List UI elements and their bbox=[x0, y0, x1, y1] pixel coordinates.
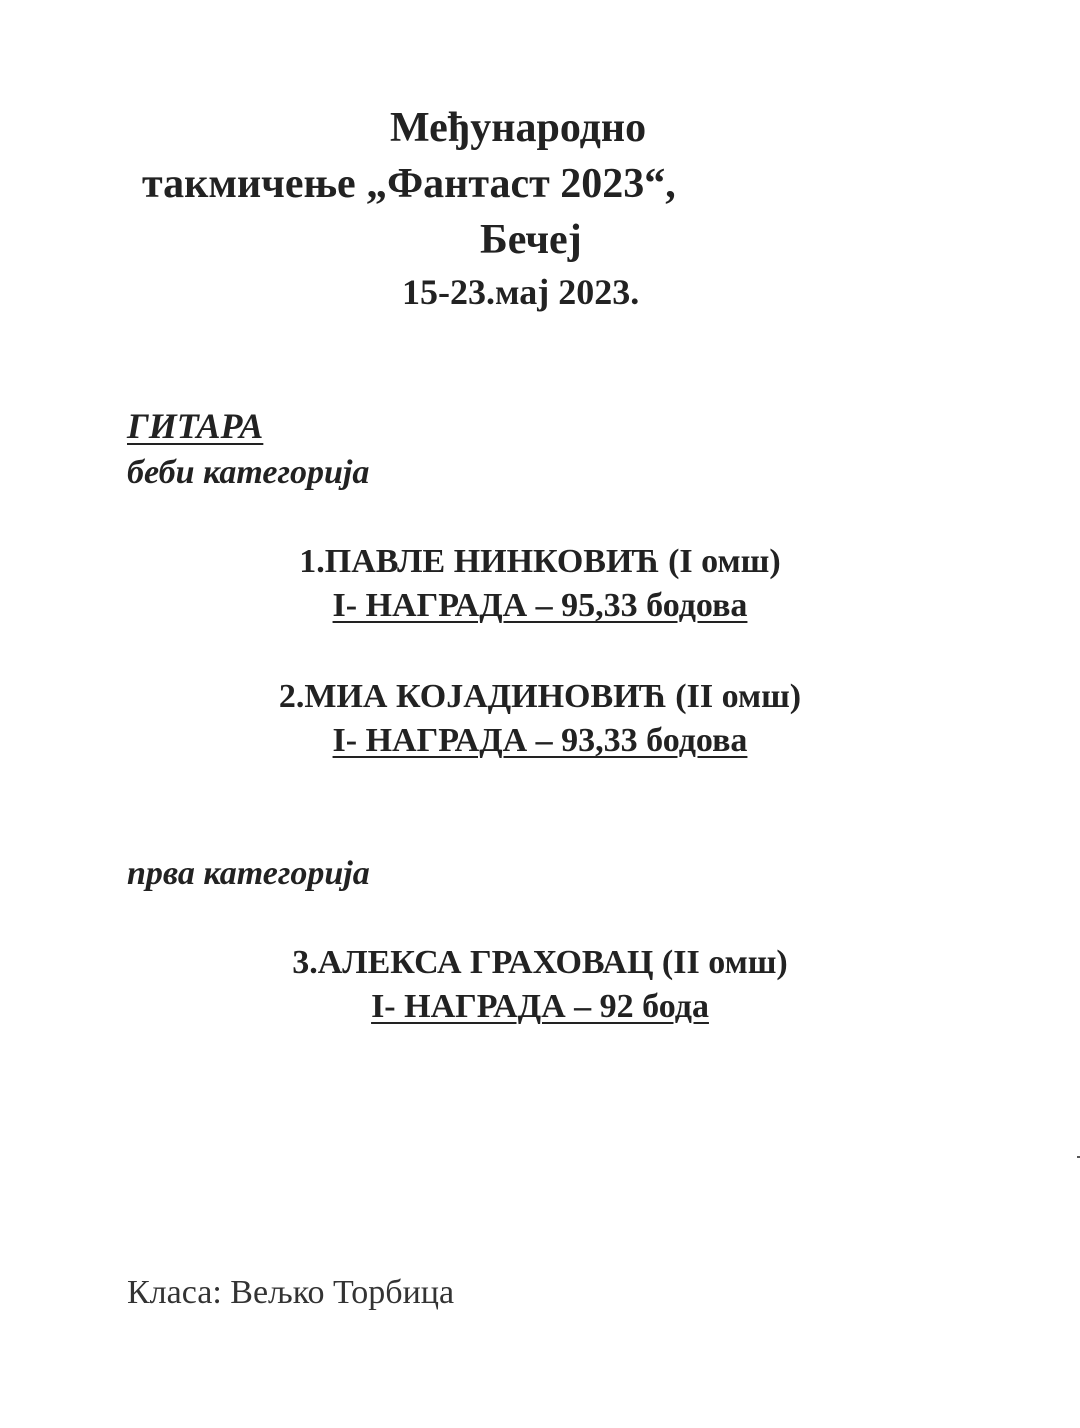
result-entry bbox=[0, 941, 1080, 1029]
award-text: I- НАГРАДА – 95,33 бодова bbox=[332, 587, 748, 624]
title-line-1: Међународно bbox=[390, 105, 647, 151]
contestant-name: 2.МИА КОЈАДИНОВИЋ (II омш) bbox=[278, 678, 802, 715]
section-heading-guitar: ГИТАРА bbox=[127, 406, 264, 446]
contestant-name: 3.АЛЕКСА ГРАХОВАЦ (II омш) bbox=[292, 944, 788, 981]
award-text: I- НАГРАДА – 93,33 бодова bbox=[332, 722, 748, 759]
result-entry bbox=[0, 540, 1080, 628]
contestant-name: 1.ПАВЛЕ НИНКОВИЋ (I омш) bbox=[299, 543, 781, 580]
category-label-baby: беби категорија bbox=[127, 454, 370, 491]
title-line-3: Бечеј bbox=[480, 217, 582, 263]
category-label-first: прва категорија bbox=[127, 855, 370, 892]
event-dates: 15-23.мај 2023. bbox=[402, 272, 640, 312]
result-entry bbox=[0, 675, 1080, 763]
award-text: I- НАГРАДА – 92 бода bbox=[371, 988, 709, 1025]
title-line-2: такмичење „Фантаст 2023“, bbox=[142, 161, 676, 207]
teacher-class-label: Класа: Вељко Торбица bbox=[127, 1274, 455, 1311]
